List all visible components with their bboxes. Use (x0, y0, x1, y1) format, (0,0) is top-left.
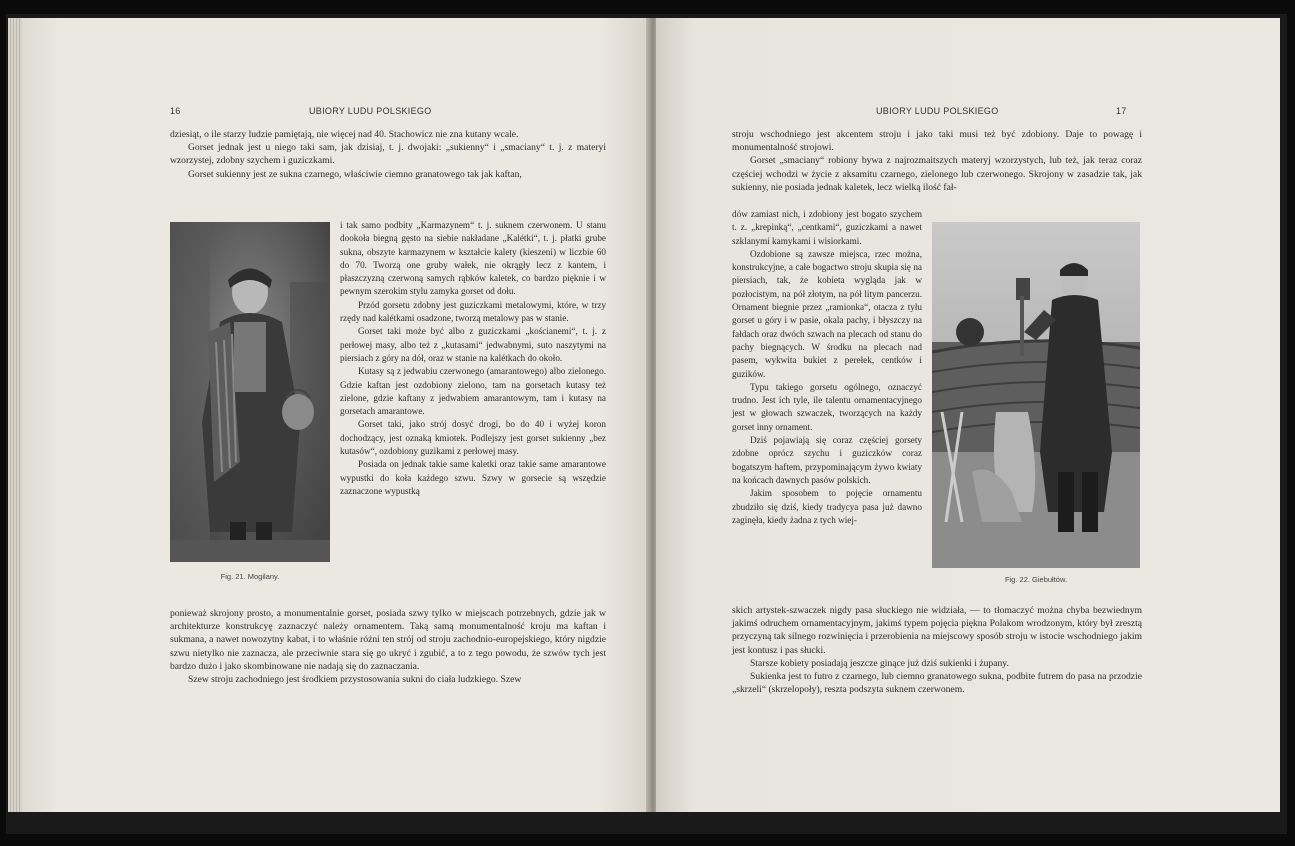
paragraph: dów zamiast nich, i zdobiony jest bogato szychem t. z. „krepinką“, „centkami“, guziczkami a nawet szklanymi kamykami i wisiorkami. (732, 209, 922, 246)
paragraph: Typu takiego gorsetu ogólnego, oznaczyć trudno. Jest ich tyle, ile talentu ornamentacyjnego jest w głowach szwaczek, tworzących na każdy gorset inny ornament. (732, 381, 922, 432)
paragraph: stroju wschodniego jest akcentem stroju i jako taki musi też być zdobiony. Daje to powagę i monumentalność strojowi. (732, 129, 1142, 154)
paragraph: Gorset jednak jest u niego taki sam, jak dzisiaj, t. j. dwojaki: „sukienny“ i „smaciany“ t. j. z materyi wzorzystej, zdobny szychem i guziczkami. (170, 142, 606, 167)
paragraph: Gorset sukienny jest ze sukna czarnego, właściwie ciemno granatowego tak jak kaftan, (188, 168, 522, 180)
page-stack-edge-left (8, 18, 22, 812)
paragraph: dziesiąt, o ile starzy ludzie pamiętają, nie więcej nad 40. Stachowicz nie zna kutany wcale. (170, 129, 519, 140)
paragraph: Przód gorsetu zdobny jest guziczkami metalowymi, które, w trzy rzędy nad kalétkami osadzone, tworzą metalowy pas w stanie. (340, 299, 606, 324)
paragraph: i tak samo podbity „Karmazynem“ t. j. suknem czerwonem. U stanu dookoła biegną gęsto na siebie nakładane „Kalétki“, t. j. płatki grube sukna, obszyte karmazynem w kształcie kalety (kieszeni) w liczbie 60 do 70. Tworzą one gruby wałek, nie okrągły lecz z kantem, i płaszczyzną czerwoną samych rąbków kaletek, co bardzo pięknie i w pewnym szerokim stylu zamyka gorset od dołu. (340, 220, 606, 297)
right-page (656, 18, 1280, 812)
paragraph: Kutasy są z jedwabiu czerwonego (amarantowego) albo zielonego. Gdzie kaftan jest ozdobiony zielono, tam na gorsetach kutasy też zielone, gdzie kaftany z jedwabiem amarantowym, tam i kutasy na gorsetach amarantowe. (340, 366, 606, 417)
paragraph: Gorset taki, jako strój dosyć drogi, bo do 40 i wyżej koron dochodzący, jest oznaką kmiotek. Podlejszy jest gorset sukienny „bez kutasów“, ozdobiony guzikami z perłowej masy. (340, 419, 606, 457)
right-page-number: 17 (1116, 106, 1127, 116)
paragraph: skich artystek-szwaczek nigdy pasa słuckiego nie widziała, — to tłomaczyć można chyba bezwiednym jakimś odruchem ornamentacyjnym, jakimś typem pojęcia piękna Polakom wrodzonym, który był zresztą przyczyną tak silnego rozwinięcia i przerobienia na miejscowy sposób stroju w istocie wschodniego jakim jest kontusz i pas słucki. (732, 605, 1142, 656)
paragraph: Gorset taki może być albo z guziczkami „kościanemi“, t. j. z perłowej masy, albo też z „kutasami“ jedwabnymi, suto naszytymi na piersiach z góry na dół, oraz w stanie na kalétkach do około. (340, 326, 606, 363)
paragraph: Ozdobione są zawsze miejsca, rzec można, konstrukcyjne, a całe bogactwo stroju skupia się na piersiach, tak, że kobieta wygląda jak w pozłocistym, na pół złotym, na pół litym pancerzu. Ornament biegnie przez „ramionka“, otacza z tyłu gorset u góry i w pasie, okala pachy, i błyszczy na fałdach oraz dwóch szwach na plecach od stanu do pachy biegnących. W środku na plecach nad pasem, wykwita bukiet z perełek, centków i guzików. (732, 248, 922, 379)
left-running-head: UBIORY LUDU POLSKIEGO (309, 106, 432, 116)
paragraph: Jakim sposobem to pojęcie ornamentu zbudziło się dziś, kiedy tradycya pasa już dawno zaginęła, kiedy żadna z tych wiej- (732, 488, 922, 525)
paragraph: Szew stroju zachodniego jest środkiem przystosowania sukni do ciała ludzkiego. Szew (188, 674, 522, 686)
figure-22-photo (932, 222, 1140, 568)
figure-21-photo (170, 222, 330, 562)
figure-21-caption: Fig. 21. Mogilany. (220, 572, 280, 581)
paragraph: Posiada on jednak takie same kaletki oraz takie same amarantowe wypustki do koła każdego szwu. Szwy w gorsecie są wszędzie zaznaczone wypustką (340, 459, 606, 496)
paragraph: Dziś pojawiają się coraz częściej gorsety zdobne oprócz szychu i guziczków coraz bogatszym haftem, przypominającym żywo kwiaty na końcach dawnych pasów polskich. (732, 435, 922, 485)
left-side-text (340, 219, 606, 498)
right-top-text (732, 128, 1142, 194)
paragraph: Starsze kobiety posiadają jeszcze ginące już dziś sukienki i żupany. (750, 657, 1009, 669)
paragraph: Gorset „smaciany“ robiony bywa z najrozmaitszych materyj wzorzystych, lub też, jak teraz coraz częściej wchodzi w życie z aksamitu czarnego, zielonego lub czerwonego. Skrojony w zasadzie tak, jak sukienny, nie posiada jednak kaletek, lecz wielką ilość fał- (732, 155, 1142, 193)
right-bottom-text (732, 604, 1142, 696)
paragraph: Sukienka jest to futro z czarnego, lub ciemno granatowego sukna, podbite futrem do pasa na przodzie „skrzeli“ (skrzelopoły), reszta podszyta suknem czerwonem. (732, 671, 1142, 696)
right-side-text (732, 208, 922, 527)
left-page-number: 16 (170, 106, 181, 116)
paragraph: ponieważ skrojony prosto, a monumentalnie gorset, posiada szwy tylko w miejscach potrzebnych, gdzie jak w architekturze konstrukcyę zaznaczyć należy ornamentem. Taką samą monumentalność kroju ma kaftan i sukmana, a nawet nowozytny kabat, i to właśnie różni ten strój od stroju zachodnio-europejskiego, który nigdzie szwu nietylko nie zaznacza, ale przeciwnie stara się go ukryć i zgubić, a to z tego powodu, że szwów tych jest bardzo dużo i jako skombinowane nie nadają się do zaznaczania. (170, 608, 606, 672)
left-bottom-text (170, 607, 606, 686)
woman-in-folk-costume-image (170, 222, 330, 562)
figure-22-caption: Fig. 22. Giebułtów. (1004, 575, 1068, 584)
right-running-head: UBIORY LUDU POLSKIEGO (876, 106, 999, 116)
left-page (22, 18, 650, 812)
man-with-axe-image (932, 222, 1140, 568)
left-top-text (170, 128, 606, 181)
